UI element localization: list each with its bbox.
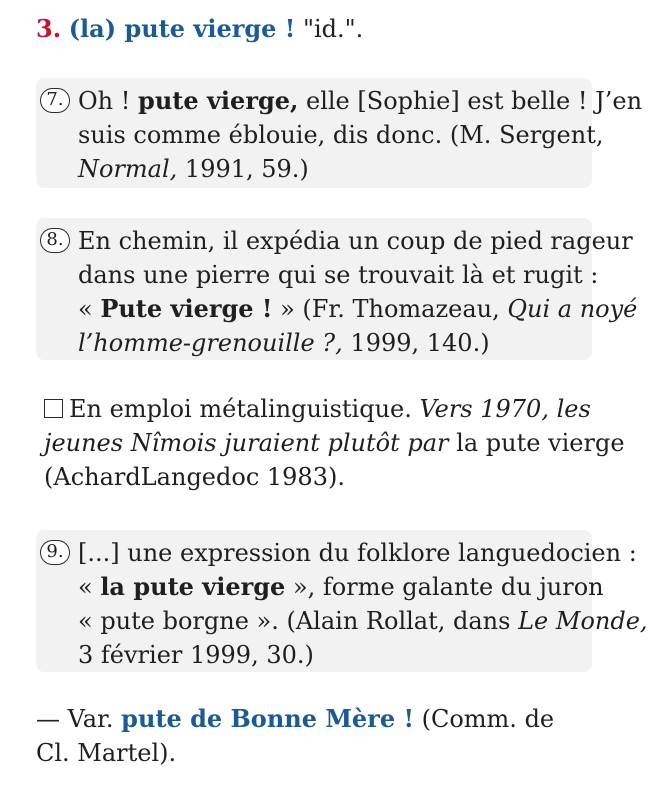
metalinguistic-note: En emploi métalinguistique. Vers 1970, les jeunes Nîmois juraient plutôt par la pute vierge (AchardLangedoc 1983). bbox=[44, 395, 625, 491]
example-line: En chemin, il expédia un coup de pied rageur bbox=[78, 227, 633, 255]
square-bullet-icon bbox=[44, 399, 63, 418]
example-line: Normal, 1991, 59.) bbox=[78, 155, 309, 183]
example-box-8 bbox=[36, 218, 638, 360]
example-number-badge: 8. bbox=[40, 228, 70, 253]
example-line: « pute borgne ». (Alain Rollat, dans Le Monde, bbox=[78, 607, 648, 635]
entry-heading bbox=[36, 12, 606, 46]
example-line: « Pute vierge ! » (Fr. Thomazeau, Qui a noyé bbox=[78, 294, 638, 323]
source-title: Normal, bbox=[78, 155, 178, 183]
example-line: [...] une expression du folklore languedocien : bbox=[78, 539, 637, 567]
source-title: Qui a noyé bbox=[507, 295, 638, 323]
example-box-7 bbox=[36, 78, 643, 188]
example-box-9 bbox=[36, 530, 648, 672]
variant-note: — Var. pute de Bonne Mère ! (Comm. de Cl. Martel). bbox=[36, 704, 555, 767]
example-line: dans une pierre qui se trouvait là et rugit : bbox=[78, 261, 599, 289]
sense-number: 3. bbox=[36, 14, 62, 43]
example-number-badge: 7. bbox=[40, 88, 70, 113]
sense-gloss: "id.". bbox=[302, 15, 364, 43]
source-title: l’homme-grenouille ?, bbox=[78, 329, 343, 357]
headword-term: (la) pute vierge ! bbox=[68, 14, 296, 43]
variant-term: pute de Bonne Mère ! bbox=[121, 704, 414, 733]
example-line: 3 février 1999, 30.) bbox=[78, 641, 314, 669]
example-number-badge: 9. bbox=[40, 540, 70, 565]
example-line: Oh ! pute vierge, elle [Sophie] est belle ! J’en bbox=[78, 86, 643, 115]
example-line: suis comme éblouie, dis donc. (M. Sergent, bbox=[78, 121, 604, 149]
example-line: « la pute vierge », forme galante du juron bbox=[78, 572, 604, 601]
example-line: l’homme-grenouille ?, 1999, 140.) bbox=[78, 329, 490, 357]
source-title: Le Monde, bbox=[518, 607, 648, 635]
